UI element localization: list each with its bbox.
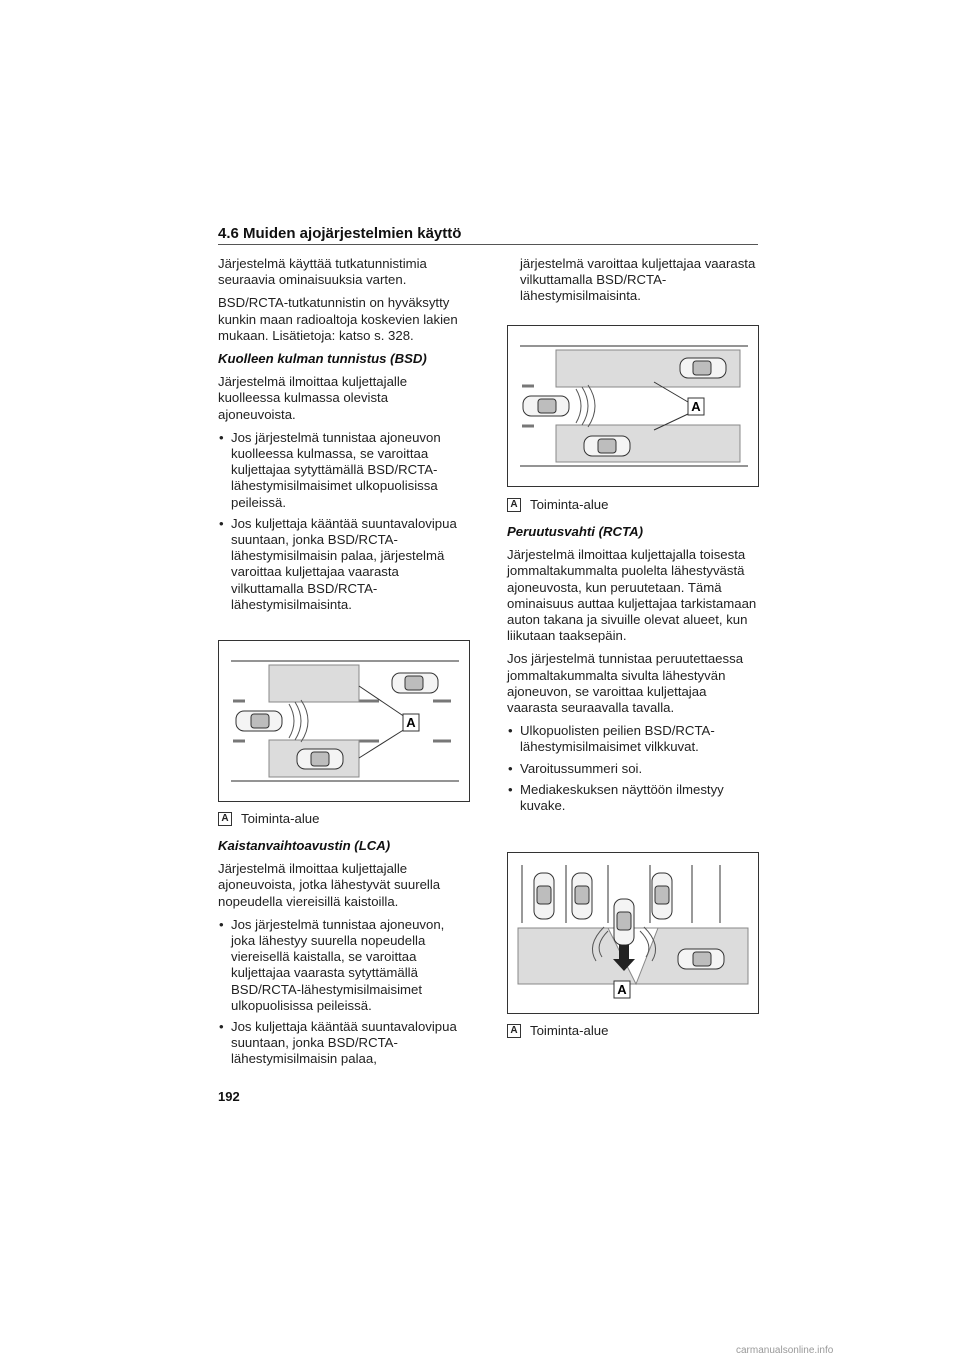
rcta-caption bbox=[507, 1023, 608, 1038]
rcta-caption-text: Toiminta-alue bbox=[530, 1023, 609, 1038]
host-car-icon bbox=[523, 396, 569, 416]
area-tag: A bbox=[507, 498, 521, 512]
parked-car-1-icon bbox=[534, 873, 554, 919]
intro-paragraph-1: Järjestelmä käyttää tutkatunnistimia seuraavia ominaisuuksia varten. bbox=[218, 256, 427, 288]
lca-heading: Kaistanvaihtoavustin (LCA) bbox=[218, 838, 391, 853]
header-divider bbox=[218, 244, 758, 245]
rcta-bullet-list bbox=[507, 723, 757, 814]
area-tag: A bbox=[507, 1024, 521, 1038]
reversing-car-icon bbox=[614, 899, 634, 945]
lca-continued: järjestelmä varoittaa kuljettajaa vaarasta vilkuttamalla BSD/RCTA-lähestymisilmaisinta. bbox=[520, 256, 756, 304]
bsd-paragraph: Järjestelmä ilmoittaa kuljettajalle kuolleessa kulmassa olevista ajoneuvoista. bbox=[218, 374, 408, 422]
intro-paragraph-2: BSD/RCTA-tutkatunnistin on hyväksytty kunkin maan radioaltoja koskevien lakien mukaan. Lisätietoja: katso s. 328. bbox=[218, 295, 458, 343]
host-car-icon bbox=[236, 711, 282, 731]
lca-bullet-2: • Jos kuljettaja kääntää suuntavalovipua suuntaan, jonka BSD/RCTA-lähestymisilmaisin palaa, bbox=[218, 1019, 468, 1068]
bsd-diagram-illustration bbox=[219, 641, 469, 801]
blind-spot-car-icon bbox=[297, 749, 343, 769]
rcta-bullet-1: • Ulkopuolisten peilien BSD/RCTA-lähestymisilmaisimet vilkkuvat. bbox=[507, 723, 757, 755]
left-column-top bbox=[218, 256, 468, 620]
rcta-paragraph-2: Jos järjestelmä tunnistaa peruutettaessa jommaltakummalta sivulta lähestyvän ajoneuvon, se varoittaa kuljettajaa vaarasta seuraavalla tavalla. bbox=[507, 651, 744, 716]
rcta-bullet-3: • Mediakeskuksen näyttöön ilmestyy kuvake. bbox=[507, 782, 757, 814]
lca-caption bbox=[507, 497, 608, 512]
bsd-bullet-list bbox=[218, 430, 468, 613]
page-number: 192 bbox=[218, 1089, 240, 1104]
bsd-diagram bbox=[218, 640, 470, 802]
section-title: 4.6 Muiden ajojärjestelmien käyttö bbox=[218, 225, 462, 242]
bsd-area-label: A bbox=[406, 715, 416, 730]
rcta-area-label: A bbox=[617, 982, 627, 997]
watermark: carmanualsonline.info bbox=[736, 1345, 834, 1356]
lca-paragraph: Järjestelmä ilmoittaa kuljettajalle ajoneuvoista, jotka lähestyvät suurella nopeudella viereisillä kaistoilla. bbox=[218, 861, 441, 909]
rcta-paragraph-1: Järjestelmä ilmoittaa kuljettajalla toisesta jommaltakummalta puolelta lähestyvästä ajoneuvosta, kun peruutetaan. Tämä ominaisuus auttaa kuljettajaa tarkistamaan auton takana ja sivuille olevat alueet, kun liikutaan taaksepäin. bbox=[507, 547, 757, 644]
bsd-bullet-1: • Jos järjestelmä tunnistaa ajoneuvon kuolleessa kulmassa, se varoittaa kuljettajaa sytyttämällä BSD/RCTA-lähestymisilmaisimet ulkopuolisissa peileissä. bbox=[218, 430, 468, 511]
right-column-middle bbox=[507, 524, 757, 821]
lca-diagram-illustration bbox=[508, 326, 758, 486]
lca-bullet-1: • Jos järjestelmä tunnistaa ajoneuvon, joka lähestyy suurella nopeudella viereisellä kaistalla, se varoittaa kuljettajaa vaarasta sytyttämällä BSD/RCTA-lähestymisilmaisimet ulkopuolisissa peileissä. bbox=[218, 917, 468, 1014]
parked-car-2-icon bbox=[572, 873, 592, 919]
bsd-heading: Kuolleen kulman tunnistus (BSD) bbox=[218, 351, 427, 367]
fast-approaching-car-icon bbox=[680, 358, 726, 378]
rcta-diagram-illustration bbox=[508, 853, 758, 1013]
rcta-bullet-2: • Varoitussummeri soi. bbox=[507, 761, 757, 777]
right-column-top bbox=[507, 256, 757, 312]
adjacent-lane-car-icon bbox=[584, 436, 630, 456]
area-tag: A bbox=[218, 812, 232, 826]
parked-car-3-icon bbox=[652, 873, 672, 919]
lca-diagram bbox=[507, 325, 759, 487]
crossing-car-icon bbox=[678, 949, 724, 969]
left-column-bottom bbox=[218, 838, 468, 1075]
bsd-bullet-2: • Jos kuljettaja kääntää suuntavalovipua suuntaan, jonka BSD/RCTA-lähestymisilmaisin palaa, järjestelmä varoittaa kuljettajaa vaarasta vilkuttamalla BSD/RCTA-lähestymisilmaisinta. bbox=[218, 516, 468, 613]
lca-caption-text: Toiminta-alue bbox=[530, 497, 609, 512]
lca-bullet-list bbox=[218, 917, 468, 1068]
approaching-car-icon bbox=[392, 673, 438, 693]
rcta-heading: Peruutusvahti (RCTA) bbox=[507, 524, 644, 539]
rcta-diagram bbox=[507, 852, 759, 1014]
bsd-caption-text: Toiminta-alue bbox=[241, 811, 320, 826]
lca-area-label: A bbox=[691, 399, 701, 414]
bsd-caption bbox=[218, 811, 319, 826]
